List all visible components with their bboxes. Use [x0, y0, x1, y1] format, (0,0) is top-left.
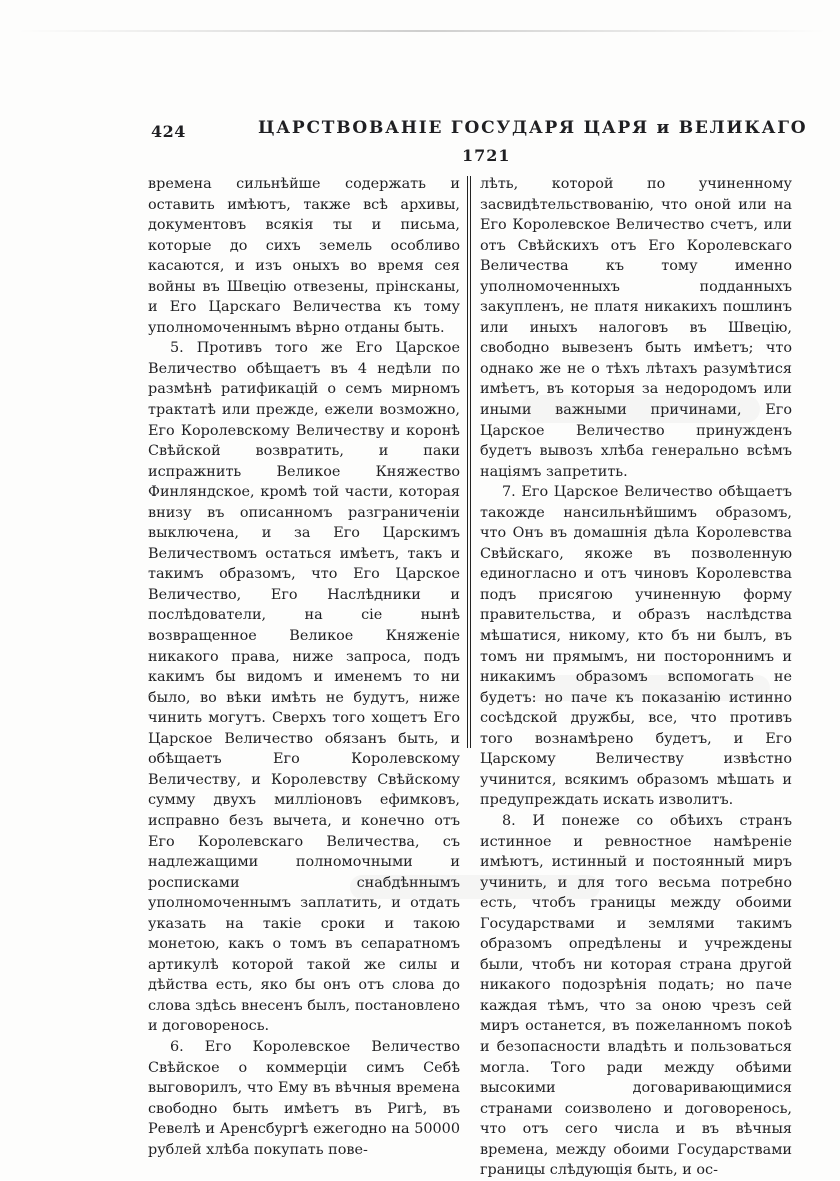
page-top-edge: [18, 30, 826, 32]
paragraph: лѣть, которой по учиненному засвидѣтельствованію, что оной или на Его Королевское Величество счетъ, или отъ Свѣйскихъ отъ Его Королевскаго Величества къ тому именно уполномоченныхъ подданныхъ закупленъ, не платя никакихъ пошлинъ или иныхъ налоговъ въ Швецію, свободно вывезенъ быть имѣетъ; что однако же не о тѣхъ лѣтахъ разумѣтися имѣетъ, въ которыя за недородомъ или иными важными причинами, Его Царское Величество принужденъ будетъ вывозъ хлѣба генерально всѣмъ націямъ запретить.: [480, 176, 792, 480]
paragraph-article-7: 7. Его Царское Величество обѣщаетъ такожде нансильнѣйшимъ образомъ, что Онъ въ домашнія дѣла Королевства Свѣйскаго, якоже въ позволенную единогласно и отъ чиновъ Королевства подъ присягою учиненную форму правительства, и образъ наслѣдства мѣшатися, никому, кто бъ ни былъ, въ томъ ни прямымъ, ни постороннимъ и никакимъ образомъ вспомогать не будетъ: но паче къ показанію истинно сосѣдской дружбы, все, что противъ того вознамѣрено будетъ, и Его Царскому Величеству извѣстно учинится, всякимъ образомъ мѣшать и предупреждать искать изволитъ.: [480, 484, 792, 809]
paragraph: времена сильнѣйше содержать и оставить имѣютъ, также всѣ архивы, документовъ всякія ты и письма, которые до сихъ земель особливо касаются, и изъ оныхъ во время сея войны въ Швецію отвезены, прінсканы, и Его Царскаго Величества къ тому уполномоченнымъ вѣрно отданы быть.: [148, 176, 460, 336]
paragraph-article-5: 5. Противъ того же Его Царское Величество обѣщаетъ въ 4 недѣли по размѣнѣ ратификацій о семъ мирномъ трактатѣ или прежде, ежели возможно, Его Королевскому Величеству и коронѣ Свѣйской возвратить, и паки испражнить Великое Княжество Финляндское, кромѣ той части, которая внизу въ описанномъ разграниченіи выключена, и за Его Царскимъ Величествомъ остаться имѣетъ, такъ и такимъ образомъ, что Его Царское Величество, Его Наслѣдники и послѣдователи, на сіе нынѣ возвращенное Великое Княженіе никакого права, ниже запроса, подъ какимъ бы видомъ и именемъ то ни было, во вѣки имѣть не будутъ, ниже чинить могутъ. Сверхъ того хощетъ Его Царское Величество обязанъ быть, и обѣщаетъ Его Королевскому Величеству, и Королевству Свѣйскому сумму двухъ милліоновъ ефимковъ, исправно безъ вычета, и конечно отъ Его Королевскаго Величества, съ надлежащими полномочными и росписками снабдѣннымъ уполномоченнымъ заплатить, и отдать указать на такіе сроки и такою монетою, какъ о томъ въ сепаратномъ артикулѣ которой такой же силы и дѣйства есть, яко бы онъ отъ слова до слова здѣсь внесенъ былъ, постановлено и договоренось.: [148, 340, 460, 1035]
year-heading: 1721: [462, 146, 511, 165]
running-title: ЦАРСТВОВАНІЕ ГОСУДАРЯ ЦАРЯ и ВЕЛИКАГО: [258, 118, 808, 138]
page-number: 424: [151, 122, 186, 141]
right-text-column: [480, 174, 792, 1181]
left-text-column: [148, 174, 460, 1160]
paragraph-article-6: 6. Его Королевское Величество Свѣйское о коммерціи симъ Себѣ выговорилъ, что Ему въ вѣчныя времена свободно быть имѣетъ въ Ригѣ, въ Ревелѣ и Аренсбургѣ ежегодно на 50000 рублей хлѣба покупать пове-: [148, 1038, 460, 1158]
paragraph-article-8: 8. И понеже со обѣихъ странъ истинное и ревностное намѣреніе имѣютъ, истинный и постоянный миръ учинить, и для того весьма потребно есть, чтобъ границы между обоими Государствами и землями такимъ образомъ опредѣлены и учреждены были, чтобъ ни которая страна другой никакого подозрѣнія подать; но паче каждая тѣмъ, что за оною чрезъ сей миръ останется, въ пожеланномъ покоѣ и безопасности владѣть и пользоваться могла. Того ради между обѣими высокими договаривающимися странами соизволено и договоренось, что отъ сего числа и въ вѣчныя времена, между обоими Государствами границы слѣдующія быть, и ос-: [480, 812, 792, 1179]
column-divider: [467, 176, 471, 748]
